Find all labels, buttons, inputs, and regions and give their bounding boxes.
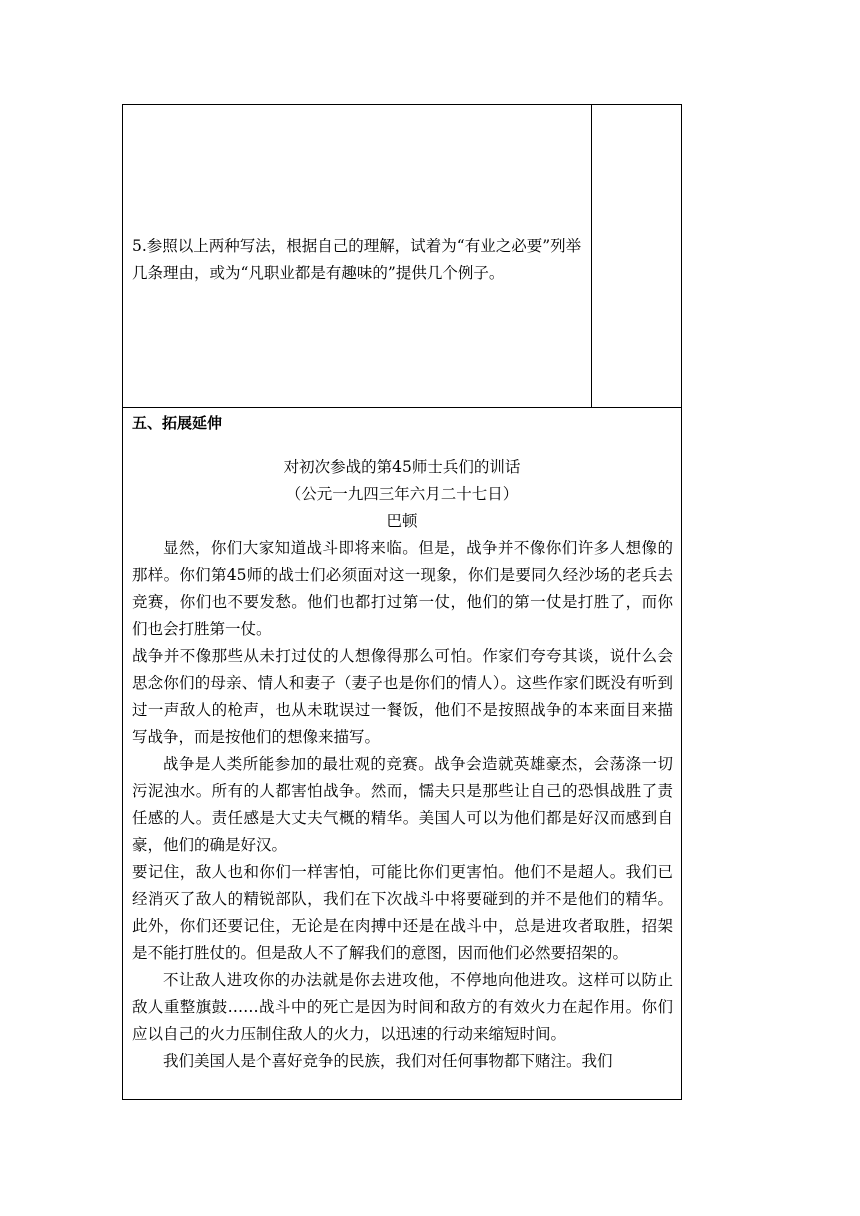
- question-5-text: 5.参照以上两种写法，根据自己的理解，试着为“有业之必要”列举几条理由，或为“凡职业都是有趣味的”提供几个例子。: [132, 237, 582, 282]
- speech-title: 对初次参战的第45师士兵们的训话: [283, 458, 521, 476]
- speech-paragraph: 要记住，敌人也和你们一样害怕，可能比你们更害怕。他们不是超人。我们已经消灭了敌人的精锐部队，我们在下次战斗中将要碰到的并不是他们的精华。此外，你们还要记住，无论是在肉搏中还是在战斗中，总是进攻者取胜，招架是不能打胜仗的。但是敌人不了解我们的意图，因而他们必然要招架的。: [132, 863, 673, 962]
- notes-cell: [592, 105, 681, 407]
- speech-author: 巴顿: [386, 512, 418, 530]
- extension-section: [123, 408, 681, 1099]
- speech-paragraph: 战争是人类所能参加的最壮观的竞赛。战争会造就英雄豪杰，会荡涤一切污泥浊水。所有的人都害怕战争。然而，懦夫只是那些让自己的恐惧战胜了责任感的人。责任感是大丈夫气概的精华。美国人可以为他们都是好汉而感到自豪，他们的确是好汉。: [132, 755, 673, 854]
- speech-paragraph: 战争并不像那些从未打过仗的人想像得那么可怕。作家们夸夸其谈，说什么会思念你们的母亲、情人和妻子（妻子也是你们的情人）。这些作家们既没有听到过一声敌人的枪声，也从未耽误过一餐饭，他们不是按照战争的本来面目来描写战争，而是按他们的想像来描写。: [132, 647, 673, 746]
- question-row: [123, 105, 681, 408]
- section-heading: 五、拓展延伸: [132, 414, 223, 432]
- speech-paragraph: 显然，你们大家知道战斗即将来临。但是，战争并不像你们许多人想像的那样。你们第45师的战士们必须面对这一现象，你们是要同久经沙场的老兵去竞赛，你们也不要发愁。他们也都打过第一仗，他们的第一仗是打胜了，而你们也会打胜第一仗。: [132, 539, 673, 638]
- speech-date: （公元一九四三年六月二十七日）: [285, 485, 519, 503]
- question-cell: [123, 105, 592, 407]
- speech-body: [132, 535, 673, 1075]
- worksheet-table: [122, 104, 682, 1100]
- speech-paragraph: 不让敌人进攻你的办法就是你去进攻他，不停地向他进攻。这样可以防止敌人重整旗鼓……战斗中的死亡是因为时间和敌方的有效火力在起作用。你们应以自己的火力压制住敌人的火力，以迅速的行动来缩短时间。: [132, 971, 673, 1043]
- speech-paragraph: 我们美国人是个喜好竞争的民族，我们对任何事物都下赌注。我们: [163, 1052, 613, 1070]
